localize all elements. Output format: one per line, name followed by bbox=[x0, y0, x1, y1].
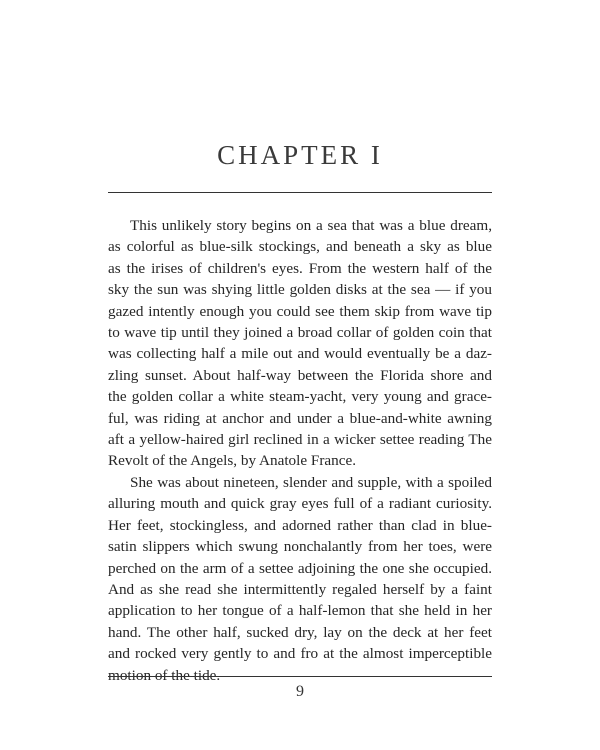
chapter-title: CHAPTER I bbox=[217, 140, 383, 170]
text-line: satin slippers which swung nonchalantly from her toes, were bbox=[108, 538, 492, 556]
page-number: 9 bbox=[296, 683, 304, 700]
text-line: as colorful as blue-silk stockings, and beneath a sky as blue bbox=[108, 238, 492, 256]
text-line: to wave tip until they joined a broad collar of golden coin that bbox=[108, 324, 492, 342]
text-line: and rocked very gently to and fro at the almost imperceptible bbox=[108, 645, 492, 663]
text-line: hand. The other half, sucked dry, lay on the deck at her feet bbox=[108, 623, 492, 641]
text-line: aft a yellow-haired girl reclined in a wicker settee reading The bbox=[108, 431, 492, 449]
text-line: sky the sun was shying little golden disks at the sea — if you bbox=[108, 281, 492, 299]
text-line: was collecting half a mile out and would eventually be a daz- bbox=[108, 345, 492, 363]
text-line: the golden collar a white steam-yacht, very young and grace- bbox=[108, 388, 492, 406]
text-line: Her feet, stockingless, and adorned rather than clad in blue- bbox=[108, 516, 492, 534]
text-line: perched on the arm of a settee adjoining the one she occupied. bbox=[108, 559, 492, 577]
text-line: application to her tongue of a half-lemon that she held in her bbox=[108, 602, 492, 620]
text-line: alluring mouth and quick gray eyes full of a radiant curiosity. bbox=[108, 495, 492, 513]
text-line: as the irises of children's eyes. From the western half of the bbox=[108, 259, 492, 277]
paragraph-2 bbox=[108, 472, 492, 686]
body-text bbox=[108, 215, 492, 686]
bottom-divider bbox=[108, 676, 492, 677]
text-line: motion of the tide. bbox=[108, 666, 221, 684]
top-divider bbox=[108, 192, 492, 193]
text-line: And as she read she intermittently regaled herself by a faint bbox=[108, 580, 492, 598]
text-line: She was about nineteen, slender and supple, with a spoiled bbox=[130, 473, 492, 491]
text-line: zling sunset. About half-way between the Florida shore and bbox=[108, 366, 492, 384]
text-line: ful, was riding at anchor and under a blue-and-white awning bbox=[108, 409, 492, 427]
text-line: gazed intently enough you could see them skip from wave tip bbox=[108, 302, 492, 320]
text-line: Revolt of the Angels, by Anatole France. bbox=[108, 452, 357, 470]
text-line: This unlikely story begins on a sea that was a blue dream, bbox=[130, 217, 492, 234]
paragraph-1 bbox=[108, 215, 492, 472]
